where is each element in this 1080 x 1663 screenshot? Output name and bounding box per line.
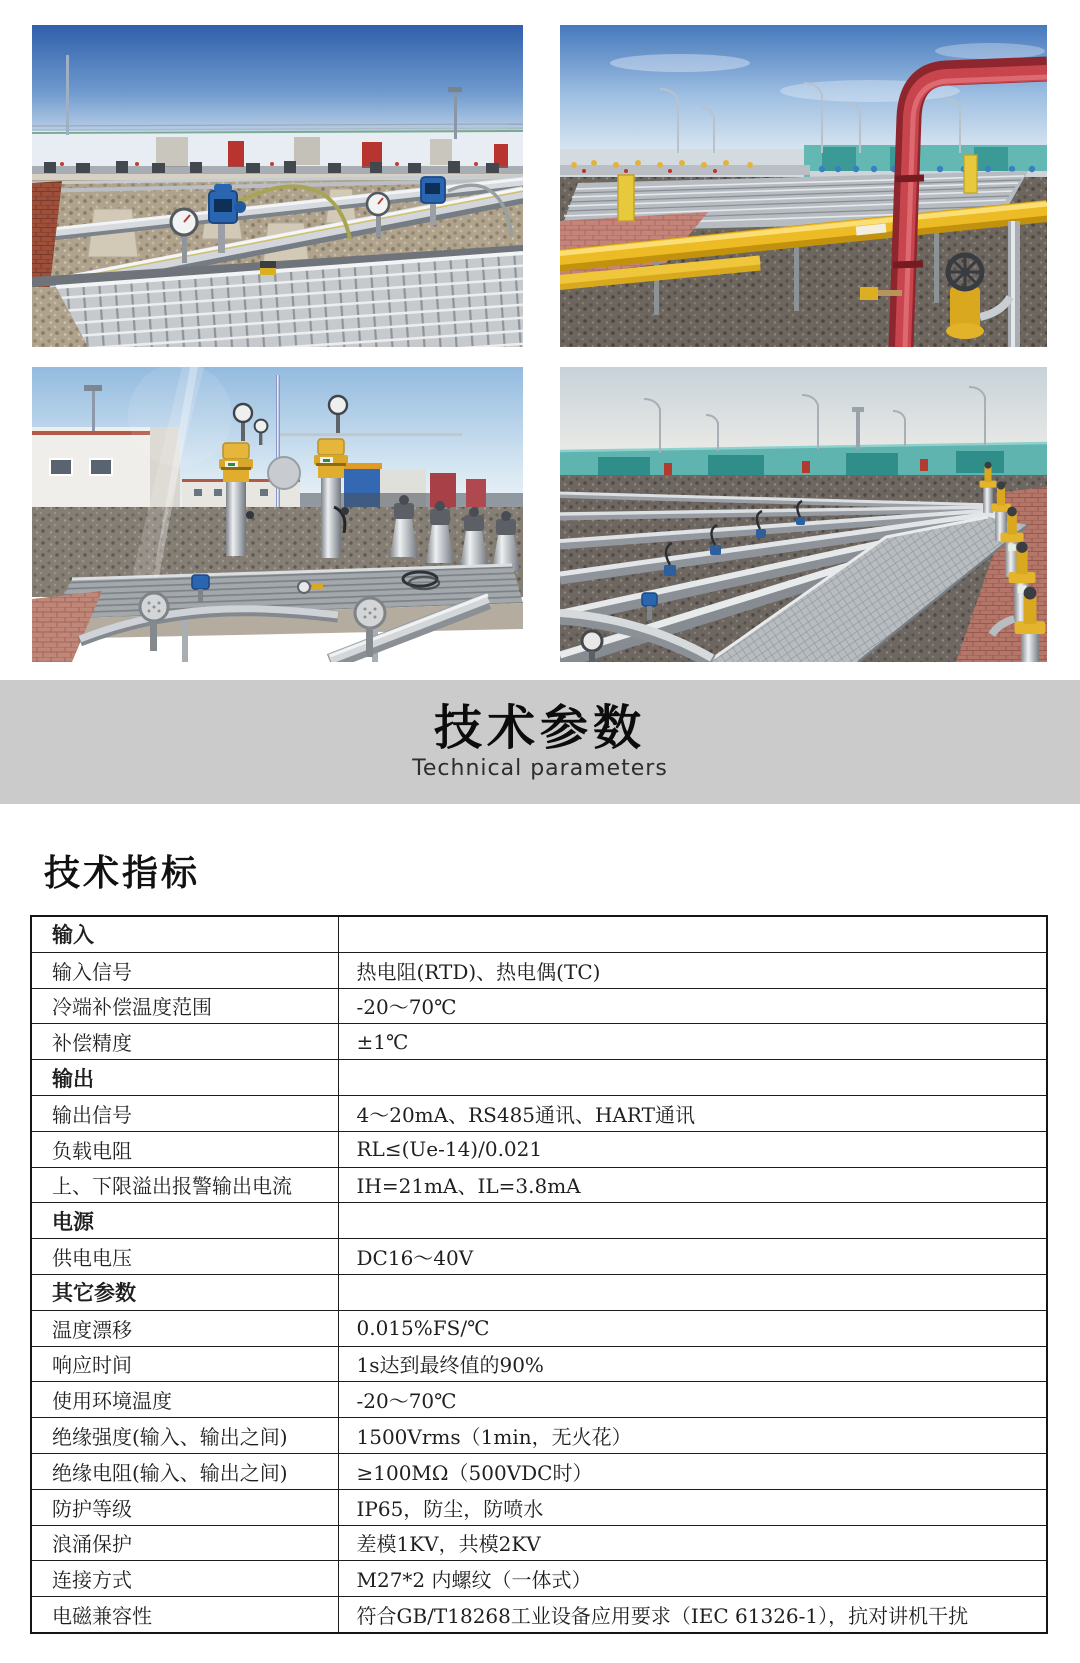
spec-row: [31, 1131, 1047, 1167]
spec-value: 1500Vrms（1min，无火花）: [338, 1418, 1047, 1454]
section-heading: 技术指标: [44, 853, 201, 894]
spec-row: [31, 988, 1047, 1024]
spec-value: 热电阻(RTD)、热电偶(TC): [338, 952, 1047, 988]
spec-value: ±1℃: [338, 1024, 1047, 1060]
photo-metering-skid-transmitters: [32, 25, 523, 347]
spec-label: 供电电压: [31, 1239, 338, 1275]
spec-row: [31, 1525, 1047, 1561]
spec-section-row: [31, 916, 1047, 952]
spec-value: 差模1KV，共模2KV: [338, 1525, 1047, 1561]
spec-label: 连接方式: [31, 1561, 338, 1597]
wellhead-platform-photo-illustration: [32, 367, 523, 662]
spec-value: [338, 1060, 1047, 1096]
spec-value: [338, 1274, 1047, 1310]
spec-label: 输入信号: [31, 952, 338, 988]
spec-section-row: [31, 1203, 1047, 1239]
spec-value: 0.015%FS/℃: [338, 1310, 1047, 1346]
spec-label: 防护等级: [31, 1489, 338, 1525]
spec-row: [31, 1346, 1047, 1382]
spec-row: [31, 1095, 1047, 1131]
spec-row: [31, 1382, 1047, 1418]
spec-row: [31, 1489, 1047, 1525]
spec-value: [338, 916, 1047, 952]
spec-label: 浪涌保护: [31, 1525, 338, 1561]
spec-label: 输出: [31, 1060, 338, 1096]
banner-subtitle: Technical parameters: [412, 756, 668, 782]
spec-value: RL≤(Ue-14)/0.021: [338, 1131, 1047, 1167]
spec-value: IH=21mA、IL=3.8mA: [338, 1167, 1047, 1203]
spec-value: DC16～40V: [338, 1239, 1047, 1275]
spec-value: [338, 1203, 1047, 1239]
spec-section-row: [31, 1274, 1047, 1310]
spec-label: 输出信号: [31, 1095, 338, 1131]
spec-label: 电磁兼容性: [31, 1597, 338, 1633]
spec-row: [31, 1024, 1047, 1060]
spec-label: 绝缘电阻(输入、输出之间): [31, 1453, 338, 1489]
spec-row: [31, 952, 1047, 988]
photo-wellhead-gauges: [32, 367, 523, 662]
spec-row: [31, 1453, 1047, 1489]
spec-value: 4～20mA、RS485通讯、HART通讯: [338, 1095, 1047, 1131]
spec-value: -20～70℃: [338, 1382, 1047, 1418]
spec-row: [31, 1239, 1047, 1275]
spec-label: 补偿精度: [31, 1024, 338, 1060]
spec-value: 1s达到最终值的90%: [338, 1346, 1047, 1382]
yellow-pipeline-photo-illustration: [560, 25, 1047, 347]
spec-value: IP65，防尘，防喷水: [338, 1489, 1047, 1525]
spec-table: [30, 915, 1048, 1634]
photo-yellow-gas-pipeline: [560, 25, 1047, 347]
spec-label: 温度漂移: [31, 1310, 338, 1346]
spec-value: ≥100MΩ（500VDC时）: [338, 1453, 1047, 1489]
spec-label: 绝缘强度(输入、输出之间): [31, 1418, 338, 1454]
spec-label: 冷端补偿温度范围: [31, 988, 338, 1024]
spec-row: [31, 1310, 1047, 1346]
spec-value: M27*2 内螺纹（一体式）: [338, 1561, 1047, 1597]
spec-row: [31, 1167, 1047, 1203]
spec-row: [31, 1597, 1047, 1633]
pipeline-rows-photo-illustration: [560, 367, 1047, 662]
spec-row: [31, 1418, 1047, 1454]
spec-label: 上、下限溢出报警输出电流: [31, 1167, 338, 1203]
spec-section-row: [31, 1060, 1047, 1096]
spec-label: 使用环境温度: [31, 1382, 338, 1418]
photo-pipeline-rows-walkway: [560, 367, 1047, 662]
spec-label: 其它参数: [31, 1274, 338, 1310]
spec-label: 响应时间: [31, 1346, 338, 1382]
spec-value: -20～70℃: [338, 988, 1047, 1024]
spec-label: 负载电阻: [31, 1131, 338, 1167]
pipeline-transmitters-photo-illustration: [32, 25, 523, 347]
spec-label: 电源: [31, 1203, 338, 1239]
spec-value: 符合GB/T18268工业设备应用要求（IEC 61326-1），抗对讲机干扰: [338, 1597, 1047, 1633]
section-banner: [0, 680, 1080, 804]
spec-row: [31, 1561, 1047, 1597]
spec-label: 输入: [31, 916, 338, 952]
banner-title: 技术参数: [433, 699, 646, 756]
